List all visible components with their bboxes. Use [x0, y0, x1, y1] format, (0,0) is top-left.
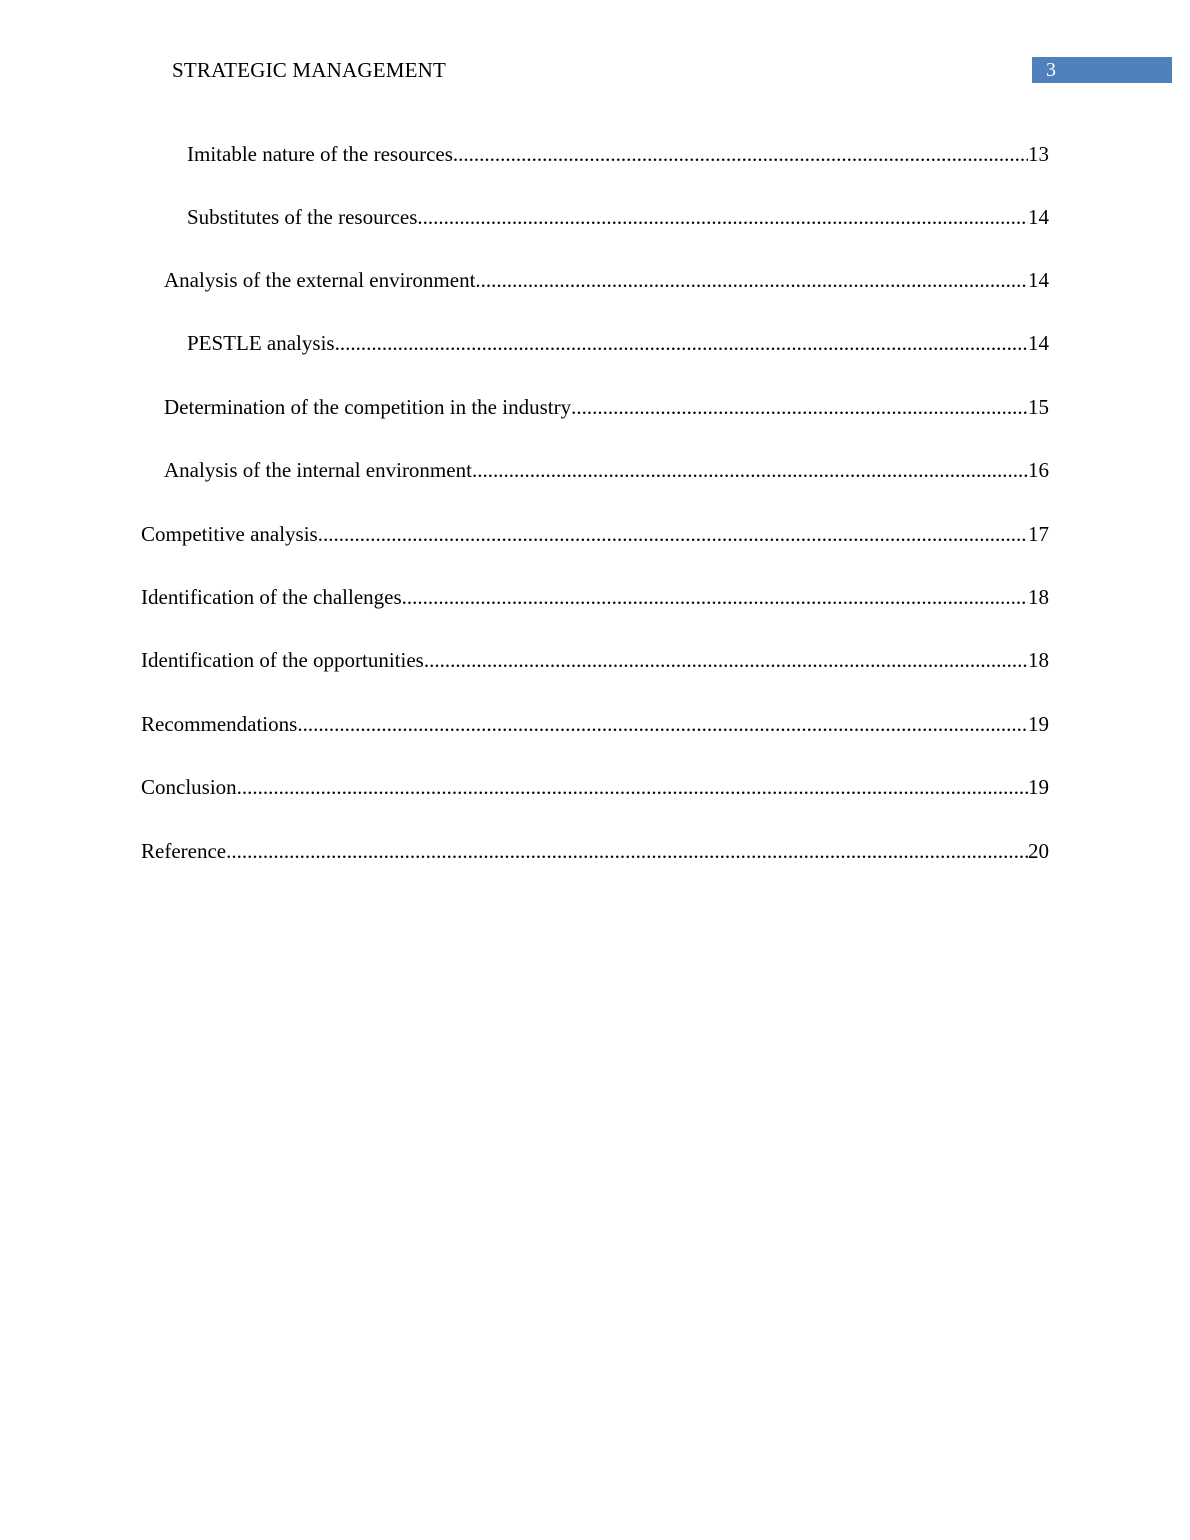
toc-entry-label: Conclusion	[141, 775, 237, 799]
toc-dot-leader	[417, 204, 1028, 230]
toc-entry-page: 14	[1028, 268, 1049, 292]
toc-dot-leader	[318, 521, 1028, 547]
toc-entry-page: 19	[1028, 775, 1049, 799]
toc-entry-label: Substitutes of the resources	[187, 205, 418, 229]
toc-dot-leader	[335, 330, 1028, 356]
toc-entry[interactable]	[141, 711, 1049, 737]
toc-dot-leader	[226, 838, 1028, 864]
toc-entry-page: 17	[1028, 522, 1049, 546]
running-head-title: STRATEGIC MANAGEMENT	[172, 58, 447, 82]
toc-entry-label: Competitive analysis	[141, 522, 318, 546]
toc-entry-label: Analysis of the internal environment	[164, 458, 472, 482]
toc-entry-page: 15	[1028, 395, 1049, 419]
toc-entry[interactable]	[187, 141, 1049, 167]
toc-entry[interactable]	[141, 521, 1049, 547]
page-header	[0, 0, 1190, 100]
toc-dot-leader	[402, 584, 1028, 610]
toc-entry-page: 18	[1028, 585, 1049, 609]
toc-entry[interactable]	[164, 394, 1049, 420]
toc-entry-label: Identification of the challenges	[141, 585, 402, 609]
toc-dot-leader	[472, 457, 1028, 483]
toc-entry[interactable]	[187, 204, 1049, 230]
toc-entry-page: 16	[1028, 458, 1049, 482]
page-number-badge: 3	[1032, 57, 1172, 83]
toc-entry-label: Reference	[141, 839, 227, 863]
toc-entry-label: PESTLE analysis	[187, 331, 335, 355]
toc-dot-leader	[237, 774, 1028, 800]
toc-entry[interactable]	[164, 267, 1049, 293]
toc-entry-label: Determination of the competition in the industry	[164, 395, 572, 419]
toc-entry[interactable]	[141, 647, 1049, 673]
toc-dot-leader	[424, 647, 1028, 673]
toc-entry-page: 20	[1028, 839, 1049, 863]
toc-dot-leader	[571, 394, 1028, 420]
toc-entry[interactable]	[187, 330, 1049, 356]
toc-dot-leader	[475, 267, 1028, 293]
toc-entry-page: 18	[1028, 648, 1049, 672]
toc-entry-page: 19	[1028, 712, 1049, 736]
toc-entry[interactable]	[141, 584, 1049, 610]
toc-entry-page: 13	[1028, 142, 1049, 166]
toc-dot-leader	[297, 711, 1028, 737]
toc-entry-label: Identification of the opportunities	[141, 648, 424, 672]
toc-entry-page: 14	[1028, 205, 1049, 229]
toc-entry-page: 14	[1028, 331, 1049, 355]
toc-entry[interactable]	[141, 774, 1049, 800]
toc-entry[interactable]	[141, 838, 1049, 864]
toc-entry[interactable]	[164, 457, 1049, 483]
toc-entry-label: Recommendations	[141, 712, 298, 736]
toc-entry-label: Imitable nature of the resources	[187, 142, 453, 166]
toc-entry-label: Analysis of the external environment	[164, 268, 476, 292]
toc-dot-leader	[453, 141, 1028, 167]
